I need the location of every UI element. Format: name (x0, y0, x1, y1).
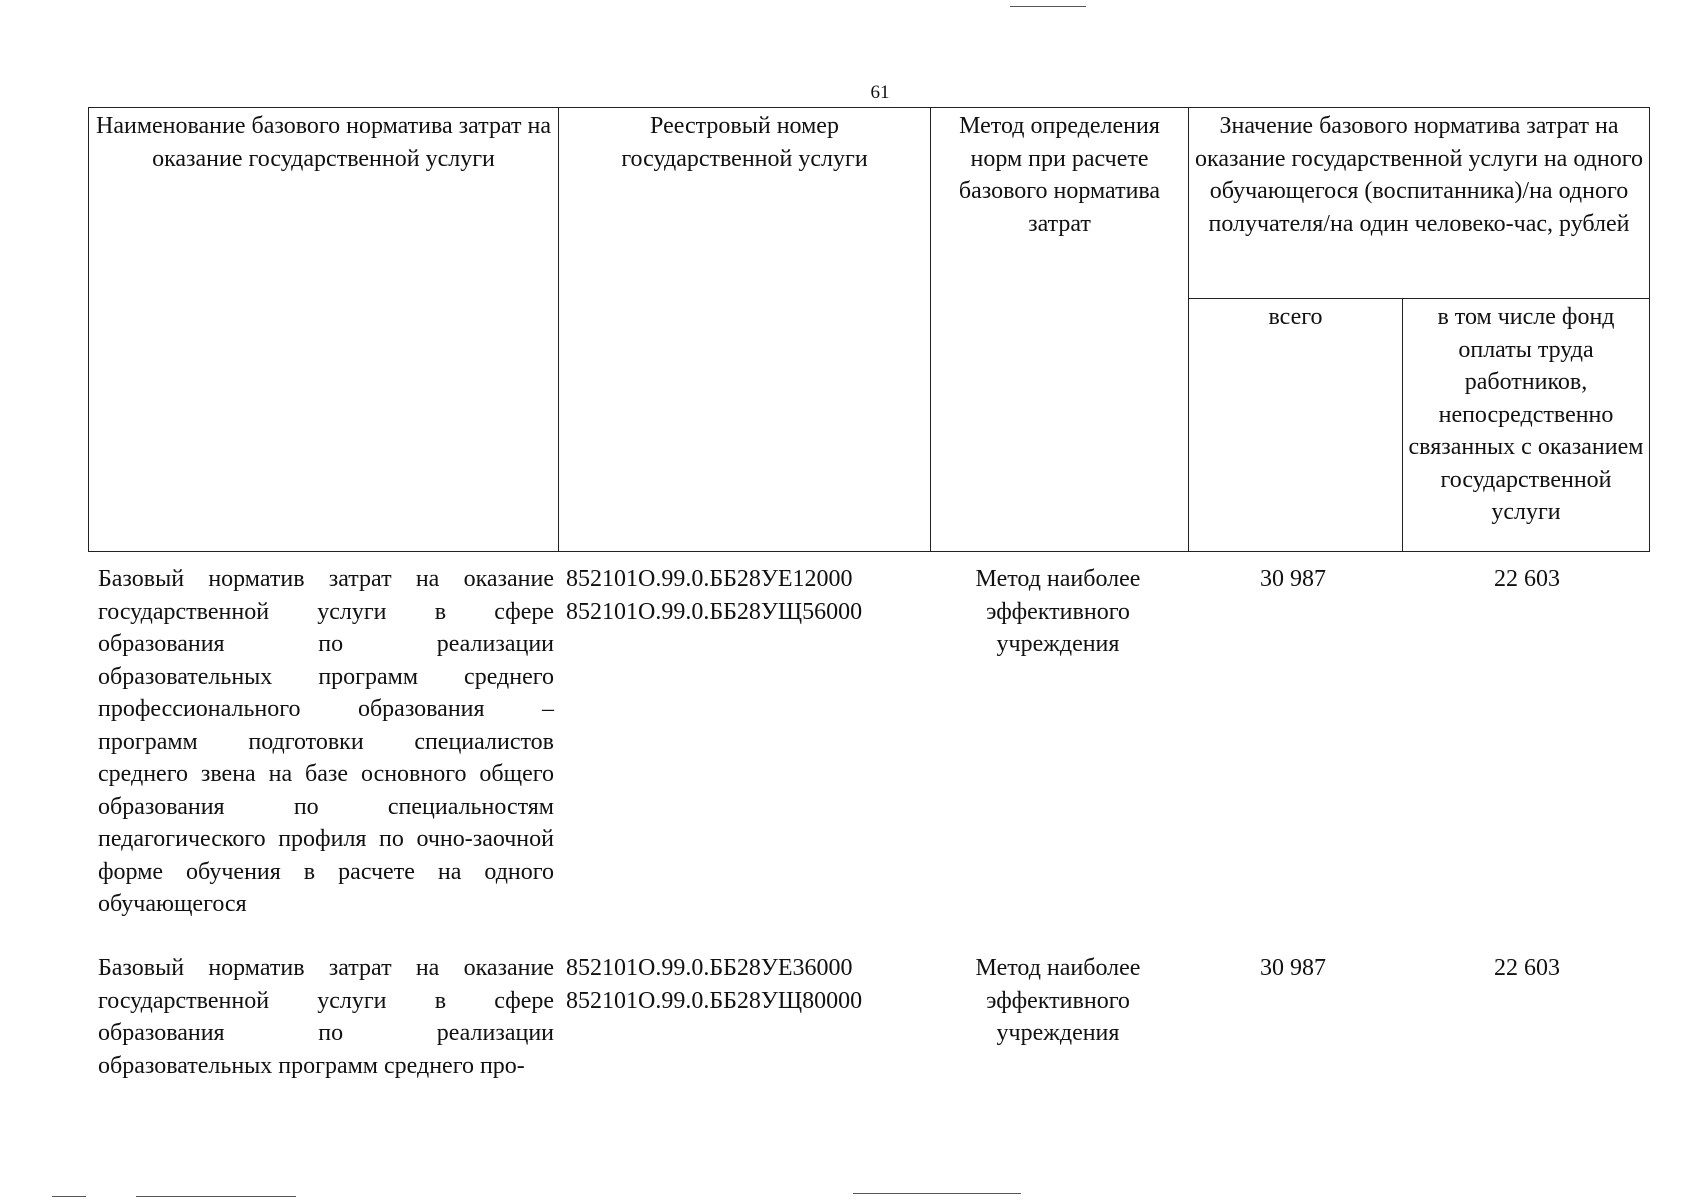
registry-number: 852101О.99.0.ББ28УЩ80000 (566, 987, 863, 1014)
header-name-column: Наименование базового норматива затрат на оказание государственной услуги (89, 108, 559, 552)
row-name-cell: Базовый норматив затрат на оказание государственной услуги в сфере образования по реализации образовательных программ среднего профессионального образования – программ подготовки специалистов среднего звена на базе основного общего образования по специальностям педагогического профиля по очно-заочной форме обучения в расчете на одного обучающегося (98, 566, 554, 917)
header-fot-column: в том числе фонд оплаты труда работников, непосредственно связанных с оказанием государственной услуги (1403, 299, 1650, 552)
registry-number: 852101О.99.0.ББ28УЩ56000 (566, 598, 863, 625)
header-total-column: всего (1189, 299, 1403, 552)
row-method-cell: Метод наиболее эффективного учреждения (975, 566, 1141, 657)
row-registry-cell (566, 563, 926, 628)
scan-artifact-top (1010, 6, 1086, 7)
row-total-cell: 30 987 (1260, 566, 1326, 592)
registry-number: 852101О.99.0.ББ28УЕ36000 (566, 955, 853, 981)
header-registry-column: Реестровый номер государственной услуги (559, 108, 931, 552)
scan-artifact-bottom-center (853, 1193, 1021, 1194)
table-row (88, 952, 1649, 1092)
table-row (88, 563, 1649, 923)
row-name-cell: Базовый норматив затрат на оказание государственной услуги в сфере образования по реализации образовательных программ среднего про- (98, 955, 554, 1079)
row-method-cell: Метод наиболее эффективного учреждения (975, 955, 1141, 1046)
row-total-cell: 30 987 (1260, 955, 1326, 981)
header-value-column: Значение базового норматива затрат на оказание государственной услуги на одного обучающегося (воспитанника)/на одного получателя/на один человеко-час, рублей (1189, 108, 1650, 299)
header-method-column: Метод определения норм при расчете базового норматива затрат (931, 108, 1189, 552)
table-header (88, 107, 1650, 552)
registry-number: 852101О.99.0.ББ28УЕ12000 (566, 566, 853, 592)
row-fot-cell: 22 603 (1494, 566, 1560, 592)
scan-artifact-bottom-left-short (52, 1196, 86, 1197)
page-number: 61 (870, 82, 890, 103)
row-fot-cell: 22 603 (1494, 955, 1560, 981)
scan-artifact-bottom-left (136, 1196, 296, 1197)
row-registry-cell (566, 952, 926, 1017)
